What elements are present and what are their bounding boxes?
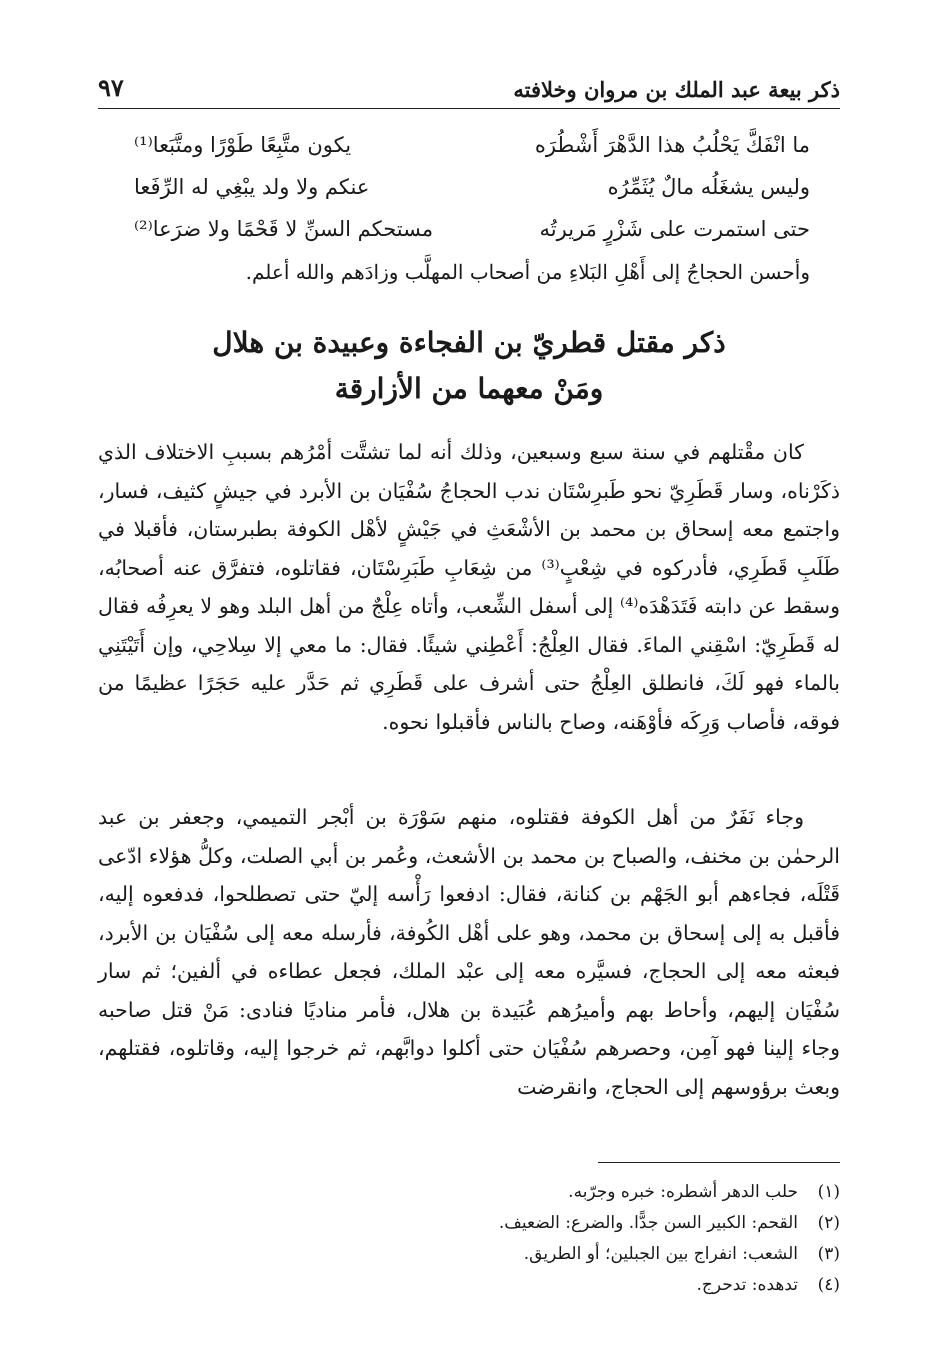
running-title: ذكر بيعة عبد الملك بن مروان وخلافته [513, 77, 840, 102]
footnote [98, 1269, 840, 1300]
poem-closing-note: وأحسن الحجاجُ إلى أَهْلِ البَلاءِ من أصحاب المهلَّب وزادَهم والله أعلم. [245, 260, 810, 284]
footnote [98, 1207, 840, 1238]
footnote-text: القحم: الكبير السن جدًّا. والضرع: الضعيف. [498, 1212, 798, 1233]
footnote-text: الشعب: انفراج بين الجبلين؛ أو الطريق. [523, 1243, 798, 1264]
section-heading [98, 320, 840, 412]
poem-verse [98, 166, 840, 208]
footnote-number: (٤) [817, 1274, 840, 1295]
page-number: ٩٧ [98, 73, 124, 102]
footnote-number: (٣) [817, 1243, 840, 1264]
body-paragraph-1 [98, 433, 840, 741]
footnotes [98, 1176, 840, 1300]
footnote-divider [598, 1162, 840, 1163]
paragraph-text: وجاء نَفَرٌ من أهل الكوفة فقتلوه، منهم سَوْرَة بن أبْجر التميمي، وجعفر بن عبد الرحمٰن بن مخنف، والصباح بن محمد بن الأشعث، وعُمر بن أبي الصلت، وكلُّ هؤلاء ادّعى قَتْلَه، فجاءهم أبو الجَهْم بن كنانة، فقال: ادفعوا رَأْسه إليّ حتى تصطلحوا، فدفعوه إليه، فأقبل به إلى إسحاق بن محمد، وهو على أهْل الكُوفة، فأرسله معه إلى سُفْيَان بن الأبرد، فبعثه معه إلى الحجاج، فسيَّره معه إلى عبْد الملك، فجعل عطاءه في ألفين؛ ثم سار سُفْيَان إليهم، وأحاط بهم وأميرُهم عُبَيدة بن هلال، فأمر مناديًا فنادى: مَنْ قتل صاحبه وجاء إلينا فهو آمِن، وحصرهم سُفْيَان حتى أكلوا دوابَّهم، ثم خرجوا إليه، وقاتلوه، فقتلهم، وبعث برؤوسهم إلى الحجاج، وانقرضت [98, 805, 840, 1099]
poem [98, 124, 840, 250]
poem-verse [98, 124, 840, 166]
verse-second-hemistich: مستحكم السنِّ لا قَحْمًا ولا ضرَعا⁽²⁾ [134, 217, 434, 241]
section-title-line-1: ذكر مقتل قطريّ بن الفجاءة وعبيدة بن هلال [212, 326, 726, 359]
verse-second-hemistich: يكون متَّبِعًا طَوْرًا ومتَّبَعا⁽¹⁾ [134, 133, 352, 157]
paragraph-text: كان مقْتلهم في سنة سبع وسبعين، وذلك أنه لما تشتَّت أمْرُهم بسببِ الاختلاف الذي ذكَرْناه، وسار قَطَرِيّ نحو طَبرِسْتَان ندب الحجاجُ سُفْيَان بن الأبرد في جيشٍ كثيف، فسار، واجتمع معه إسحاق بن محمد بن الأشْعَثِ في جَيْشٍ لأهْل الكوفة بطبرستان، فأقبلا في طَلَبِ قَطَرِي، فأدركوه في شِعْبٍ⁽³⁾ من شِعَابِ طَبَرِسْتَان، فقاتلوه، فتفرَّق عنه أصحابُه، وسقط عن دابته فَتَدَهْدَه⁽⁴⁾ إلى أسفل الشِّعب، وأتاه عِلْجٌ من أهل البلد وهو لا يعرِفُه فقال له قَطَرِيّ: اسْقِني الماءَ. فقال العِلْجُ: أَعْطِني شيئًا. فقال: ما معي إلا سِلاحِي، وإن أَتَيْتَنِي بالماء فهو لَكَ، فانطلق العِلْجُ حتى أشرف على قَطَرِي ثم حَدَّر عليه حَجَرًا عظيمًا من فوقه، فأصاب وَرِكَه فأوْهَنه، وصاح بالناس فأقبلوا نحوه. [98, 440, 840, 734]
section-title-line-2: ومَنْ معهما من الأزارقة [334, 372, 604, 405]
page-header [98, 68, 840, 109]
footnote-text: حلب الدهر أشطره: خبره وجرّبه. [568, 1181, 798, 1202]
footnote-number: (٢) [817, 1212, 840, 1233]
footnote [98, 1238, 840, 1269]
poem-verse [98, 208, 840, 250]
body-paragraph-2 [98, 798, 840, 1106]
verse-first-hemistich: حتى استمرت على شَزْرٍ مَريرتُه [539, 217, 810, 241]
verse-first-hemistich: ما انْفَكَّ يَحْلُبُ هذا الدَّهْرَ أَشْطُرَه [534, 133, 810, 157]
footnote-number: (١) [817, 1181, 840, 1202]
footnote [98, 1176, 840, 1207]
verse-first-hemistich: وليس يشغَلُه مالٌ يُثَمِّرُه [607, 175, 810, 199]
footnote-text: تدهده: تدحرج. [696, 1274, 798, 1295]
verse-second-hemistich: عنكم ولا ولد يبْغِي له الرِّفَعا [134, 175, 370, 199]
